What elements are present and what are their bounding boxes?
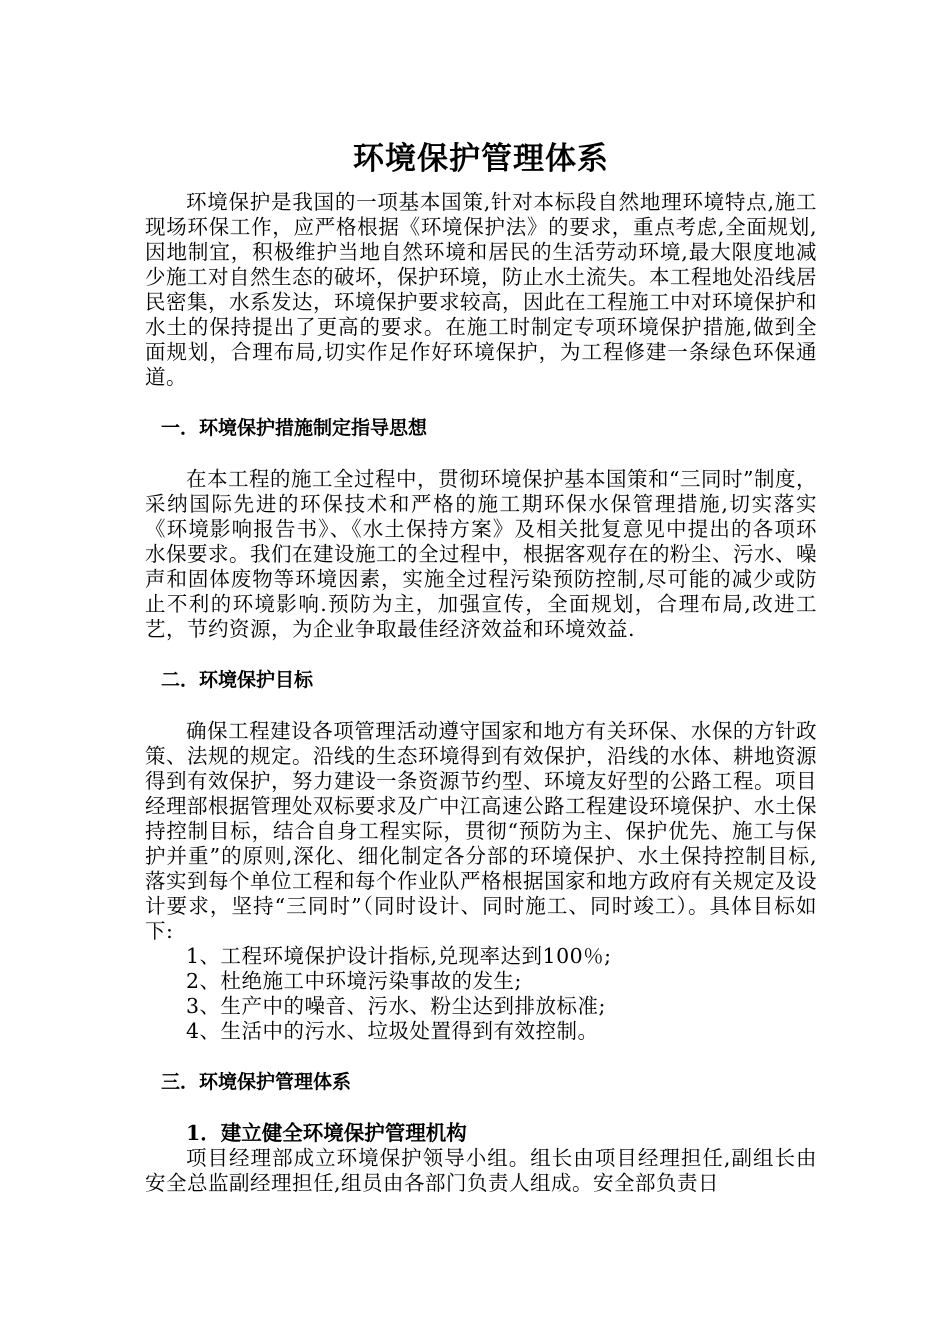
spacer xyxy=(145,693,817,719)
spacer xyxy=(145,1095,817,1121)
list-item: 4、生活中的污水、垃圾处置得到有效控制。 xyxy=(186,1019,599,1043)
subsection-heading-organization: 1．建立健全环境保护管理机构 xyxy=(186,1121,467,1145)
section-heading-management-system: 三．环境保护管理体系 xyxy=(161,1071,352,1093)
list-item: 3、生产中的噪音、污水、粉尘达到排放标准; xyxy=(186,994,606,1018)
spacer xyxy=(145,642,817,668)
spacer xyxy=(145,1044,817,1070)
section-heading-protection-goals: 二．环境保护目标 xyxy=(161,669,314,691)
intro-paragraph: 环境保护是我国的一项基本国策,针对本标段自然地理环境特点,施工现场环保工作，应严格根据《环境保护法》的要求，重点考虑,全面规划,因地制宜，积极维护当地自然环境和居民的生活劳动环境,最大限度地减少施工对自然生态的破坏，保护环境，防止水土流失。本工程地处沿线居民密集，水系发达，环境保护要求较高，因此在工程施工中对环境保护和水土的保持提出了更高的要求。在施工时制定专项环境保护措施,做到全面规划，合理布局,切实作足作好环境保护，为工程修建一条绿色环保通道。 xyxy=(145,190,817,389)
section-paragraph-management-system: 项目经理部成立环境保护领导小组。组长由项目经理担任,副组长由安全总监副经理担任,组员由各部门负责人组成。安全部负责日 xyxy=(145,1146,817,1195)
document-page xyxy=(145,128,817,1196)
spacer xyxy=(145,390,817,416)
list-item: 2、杜绝施工中环境污染事故的发生; xyxy=(186,969,522,993)
spacer xyxy=(145,441,817,467)
list-item: 1、工程环境保护设计指标,兑现率达到100％; xyxy=(186,944,612,968)
section-paragraph-guiding-ideology: 在本工程的施工全过程中，贯彻环境保护基本国策和“三同时”制度，采纳国际先进的环保技术和严格的施工期环保水保管理措施,切实落实《环境影响报告书》、《水土保持方案》及相关批复意见中提出的各项环水保要求。我们在建设施工的全过程中，根据客观存在的粉尘、污水、噪声和固体废物等环境因素，实施全过程污染预防控制,尽可能的减少或防止不利的环境影响.预防为主，加强宣传，全面规划，合理布局,改进工艺，节约资源，为企业争取最佳经济效益和环境效益. xyxy=(145,467,817,641)
goals-list xyxy=(145,944,817,1044)
section-paragraph-protection-goals: 确保工程建设各项管理活动遵守国家和地方有关环保、水保的方针政策、法规的规定。沿线的生态环境得到有效保护，沿线的水体、耕地资源得到有效保护，努力建设一条资源节约型、环境友好型的公路工程。项目经理部根据管理处双标要求及广中江高速公路工程建设环境保护、水土保持控制目标，结合自身工程实际，贯彻“预防为主、保护优先、施工与保护并重”的原则,深化、细化制定各分部的环境保护、水土保持控制目标,落实到每个单位工程和每个作业队严格根据国家和地方政府有关规定及设计要求，坚持“三同时”（同时设计、同时施工、同时竣工）。具体目标如下: xyxy=(145,719,817,943)
document-title: 环境保护管理体系 xyxy=(353,141,609,177)
section-heading-guiding-ideology: 一．环境保护措施制定指导思想 xyxy=(161,417,428,439)
